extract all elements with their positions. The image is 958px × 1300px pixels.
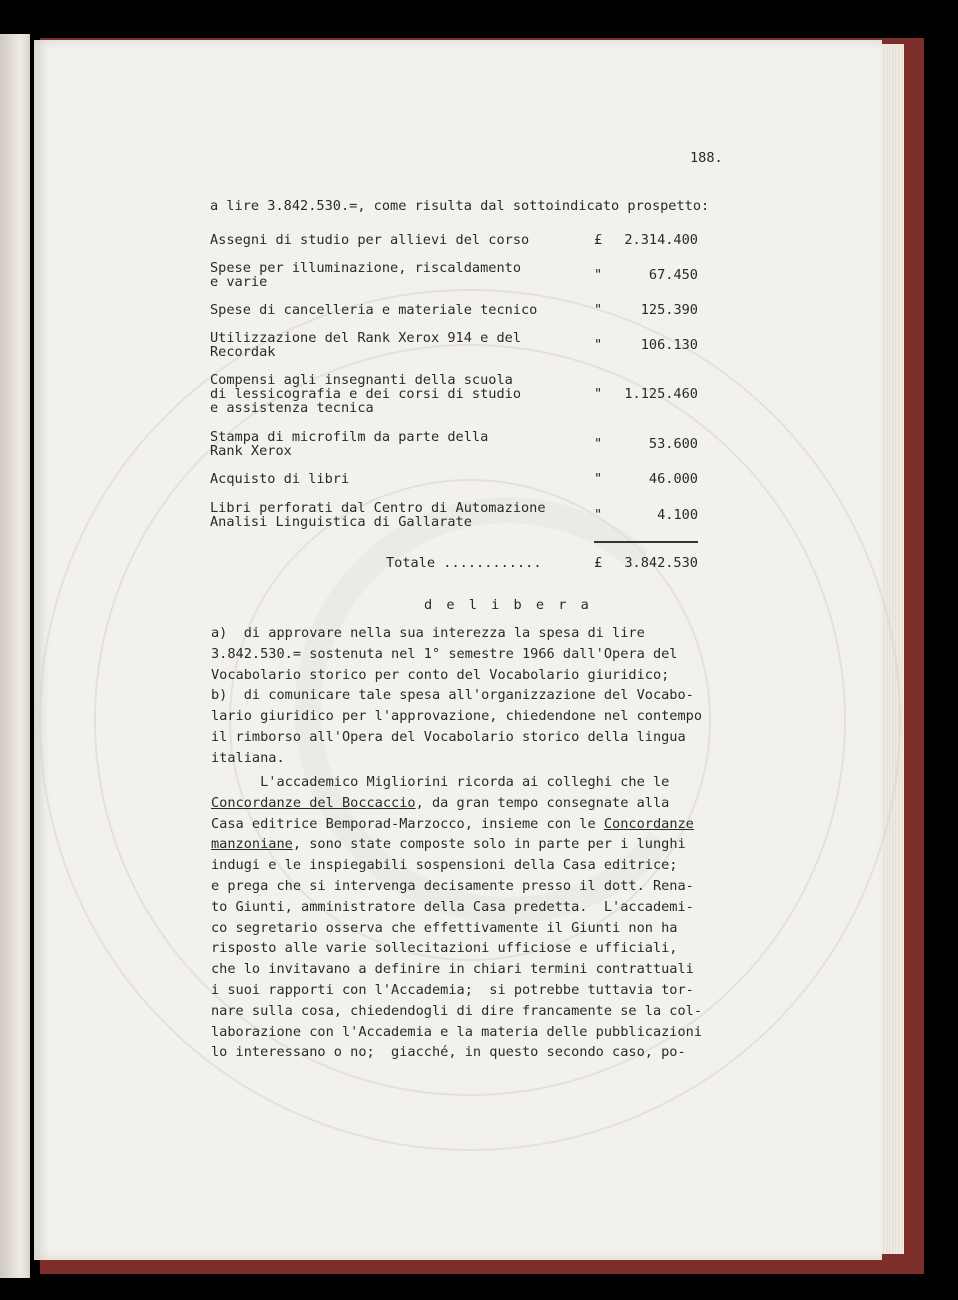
total-currency: £ — [594, 555, 603, 571]
expense-currency: £ — [594, 232, 603, 248]
para-line-4-rest: , sono state composte solo in parte per i lunghi — [292, 836, 686, 853]
resolution-paragraph: a) di approvare nella sua interezza la spesa di lire 3.842.530.= sostenuta nel 1° semestre 1966 dall'Opera del Vocabolario storico per conto del Vocabolario giuridico; b) di comunicare tale spesa all'organizzazione del Vocabo- lario giuridico per l'approvazione, chiedendone nel contempo il rimborso all'Opera del Vocabolario storico della lingua italiana. — [211, 625, 703, 766]
expense-amount: 46.000 — [648, 471, 698, 487]
expense-currency: " — [594, 267, 603, 283]
expense-label: Utilizzazione del Rank Xerox 914 e del Recordak — [210, 330, 521, 360]
expense-amount: 2.314.400 — [624, 232, 698, 248]
expense-amount: 125.390 — [640, 302, 698, 318]
expense-label: Assegni di studio per allievi del corso — [210, 232, 530, 248]
expense-currency: " — [594, 302, 603, 318]
para-line-2-rest: , da gran tempo consegnate alla — [415, 794, 670, 811]
expense-amount: 106.130 — [640, 337, 698, 353]
expense-amount: 1.125.460 — [624, 386, 698, 402]
expense-currency: " — [594, 471, 603, 487]
expense-label: Stampa di microfilm da parte della Rank Xerox — [210, 429, 489, 459]
expense-currency: " — [594, 386, 603, 402]
total-amount: 3.842.530 — [624, 555, 698, 571]
delibera-heading: d e l i b e r a — [424, 597, 592, 613]
para-rest: indugi e le inspiegabili sospensioni della Casa editrice; e prega che si intervenga decisamente presso il dott. Rena- to Giunti, amministratore della Casa predetta. L'accademi- co segretario osserva che effettivamente il Giunti non ha risposto alle varie sollecitazioni ufficiose e ufficiali, che lo invitavano a definire in chiari termini contrattuali i suoi rapporti con l'Accademia; si potrebbe tuttavia tor- nare sulla cosa, chiedendogli di dire francamente se la col- laborazione con l'Accademia e la materia delle pubblicazioni lo interessano o no; giacché, in questo secondo caso, po- — [211, 857, 703, 1061]
expense-label: Spese di cancelleria e materiale tecnico — [210, 302, 538, 318]
expense-label: Compensi agli insegnanti della scuola di lessicografia e dei corsi di studio e assistenza tecnica — [210, 372, 521, 416]
underlined-title-concordanze: Concordanze — [603, 815, 694, 832]
total-label: Totale ............ — [386, 555, 542, 571]
expense-currency: " — [594, 436, 603, 452]
expense-amount: 4.100 — [657, 507, 698, 523]
facing-page-edge — [0, 34, 30, 1278]
total-rule — [594, 541, 698, 543]
para-line-1: L'accademico Migliorini ricorda ai colleghi che le — [211, 774, 670, 790]
expense-amount: 67.450 — [648, 267, 698, 283]
para-line-3: Casa editrice Bemporad-Marzocco, insieme con le — [211, 815, 604, 832]
intro-line: a lire 3.842.530.=, come risulta dal sottoindicato prospetto: — [210, 198, 710, 214]
expense-currency: " — [594, 507, 603, 523]
expense-currency: " — [594, 337, 603, 353]
underlined-title-boccaccio: Concordanze del Boccaccio — [211, 794, 416, 811]
expense-label: Libri perforati dal Centro di Automazione Analisi Linguistica di Gallarate — [210, 500, 546, 530]
underlined-title-manzoniane: manzoniane — [211, 836, 293, 853]
migliorini-paragraph — [211, 772, 751, 1063]
expense-label: Acquisto di libri — [210, 471, 350, 487]
page-number: 188. — [690, 150, 723, 166]
expense-label: Spese per illuminazione, riscaldamento e varie — [210, 260, 521, 290]
expense-amount: 53.600 — [648, 436, 698, 452]
